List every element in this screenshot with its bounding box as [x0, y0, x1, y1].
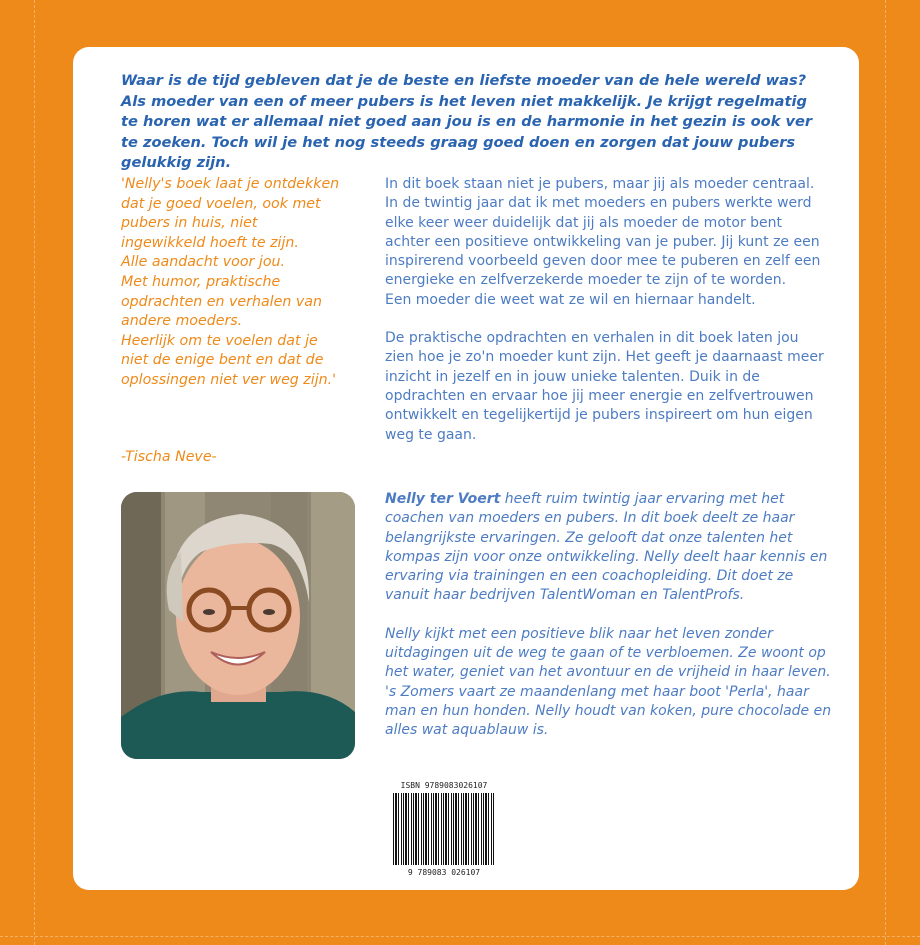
author-bio — [385, 490, 835, 760]
intro-text: Waar is de tijd gebleven dat je de beste en liefste moeder van de hele wereld was? Als moeder van een of meer pubers is het leven niet makkelijk. Je krijgt regelmatig te horen wat er allemaal niet goed aan jou is en de harmonie in het gezin is ook ver te zoeken. Toch wil je het nog steeds graag goed doen en zorgen dat jouw pubers gelukkig zijn. — [121, 72, 813, 171]
description-paragraph-1: In dit boek staan niet je pubers, maar jij als moeder centraal. In de twintig jaar dat ik met moeders en pubers werkte werd elke keer weer duidelijk dat jij als moeder de motor bent achter een positieve ontwikkeling van je puber. Jij kunt ze een inspirerend voorbeeld geven door mee te puberen en zelf een energieke en zelfverzekerde moeder te zijn of te worden. Een moeder die weet wat ze wil en hiernaar handelt. — [385, 176, 821, 308]
description-paragraph-2: De praktische opdrachten en verhalen in dit boek laten jou zien hoe je zo'n moeder kunt zijn. Het geeft je daarnaast meer inzicht in jezelf en in jouw unieke talenten. Duik in de opdrachten en ervaar hoe jij meer energie en zelfvertrouwen ontwikkelt en tegelijkertijd je pubers inspireert om hun eigen weg te gaan. — [385, 330, 824, 443]
bio-paragraph-1 — [385, 490, 835, 606]
author-name: Nelly ter Voert — [385, 491, 501, 507]
portrait-photo-icon — [121, 492, 355, 759]
author-photo — [121, 492, 355, 759]
isbn-label: ISBN 9789083026107 — [400, 781, 488, 790]
bio-paragraph-1-text: heeft ruim twintig jaar ervaring met het coachen van moeders en pubers. In dit boek deelt ze haar belangrijkste ervaringen. Ze gelooft dat onze talenten het kompas zijn voor onze ontwikkeling. Nelly deelt haar kennis en ervaring via trainingen en een coachopleiding. Dit doet ze vanuit haar bedrijven TalentWoman en TalentProfs. — [385, 491, 828, 604]
quote-author: -Tischa Neve- — [121, 449, 217, 465]
barcode-digits: 9 789083 026107 — [407, 868, 481, 877]
description-column — [385, 175, 825, 464]
bio-paragraph-2: Nelly kijkt met een positieve blik naar het leven zonder uitdagingen uit de weg te gaan of te verbloemen. Ze woont op het water, geniet van het avontuur en de vrijheid in haar leven. 's Zomers vaart ze maandenlang met haar boot 'Perla', haar man en hun honden. Nelly houdt van koken, pure chocolade en alles wat aquablauw is. — [385, 625, 832, 739]
isbn-barcode — [389, 781, 499, 877]
endorsement-quote: 'Nelly's boek laat je ontdekken dat je goed voelen, ook met pubers in huis, niet ingewikkeld hoeft te zijn. Alle aandacht voor jou. Met humor, praktische opdrachten en verhalen van andere moeders. Heerlijk om te voelen dat je niet de enige bent en dat de oplossingen niet ver weg zijn.' — [121, 176, 340, 388]
barcode-bars-icon — [393, 793, 495, 865]
back-cover-card — [73, 47, 859, 890]
dashed-bottom-line — [0, 936, 920, 937]
